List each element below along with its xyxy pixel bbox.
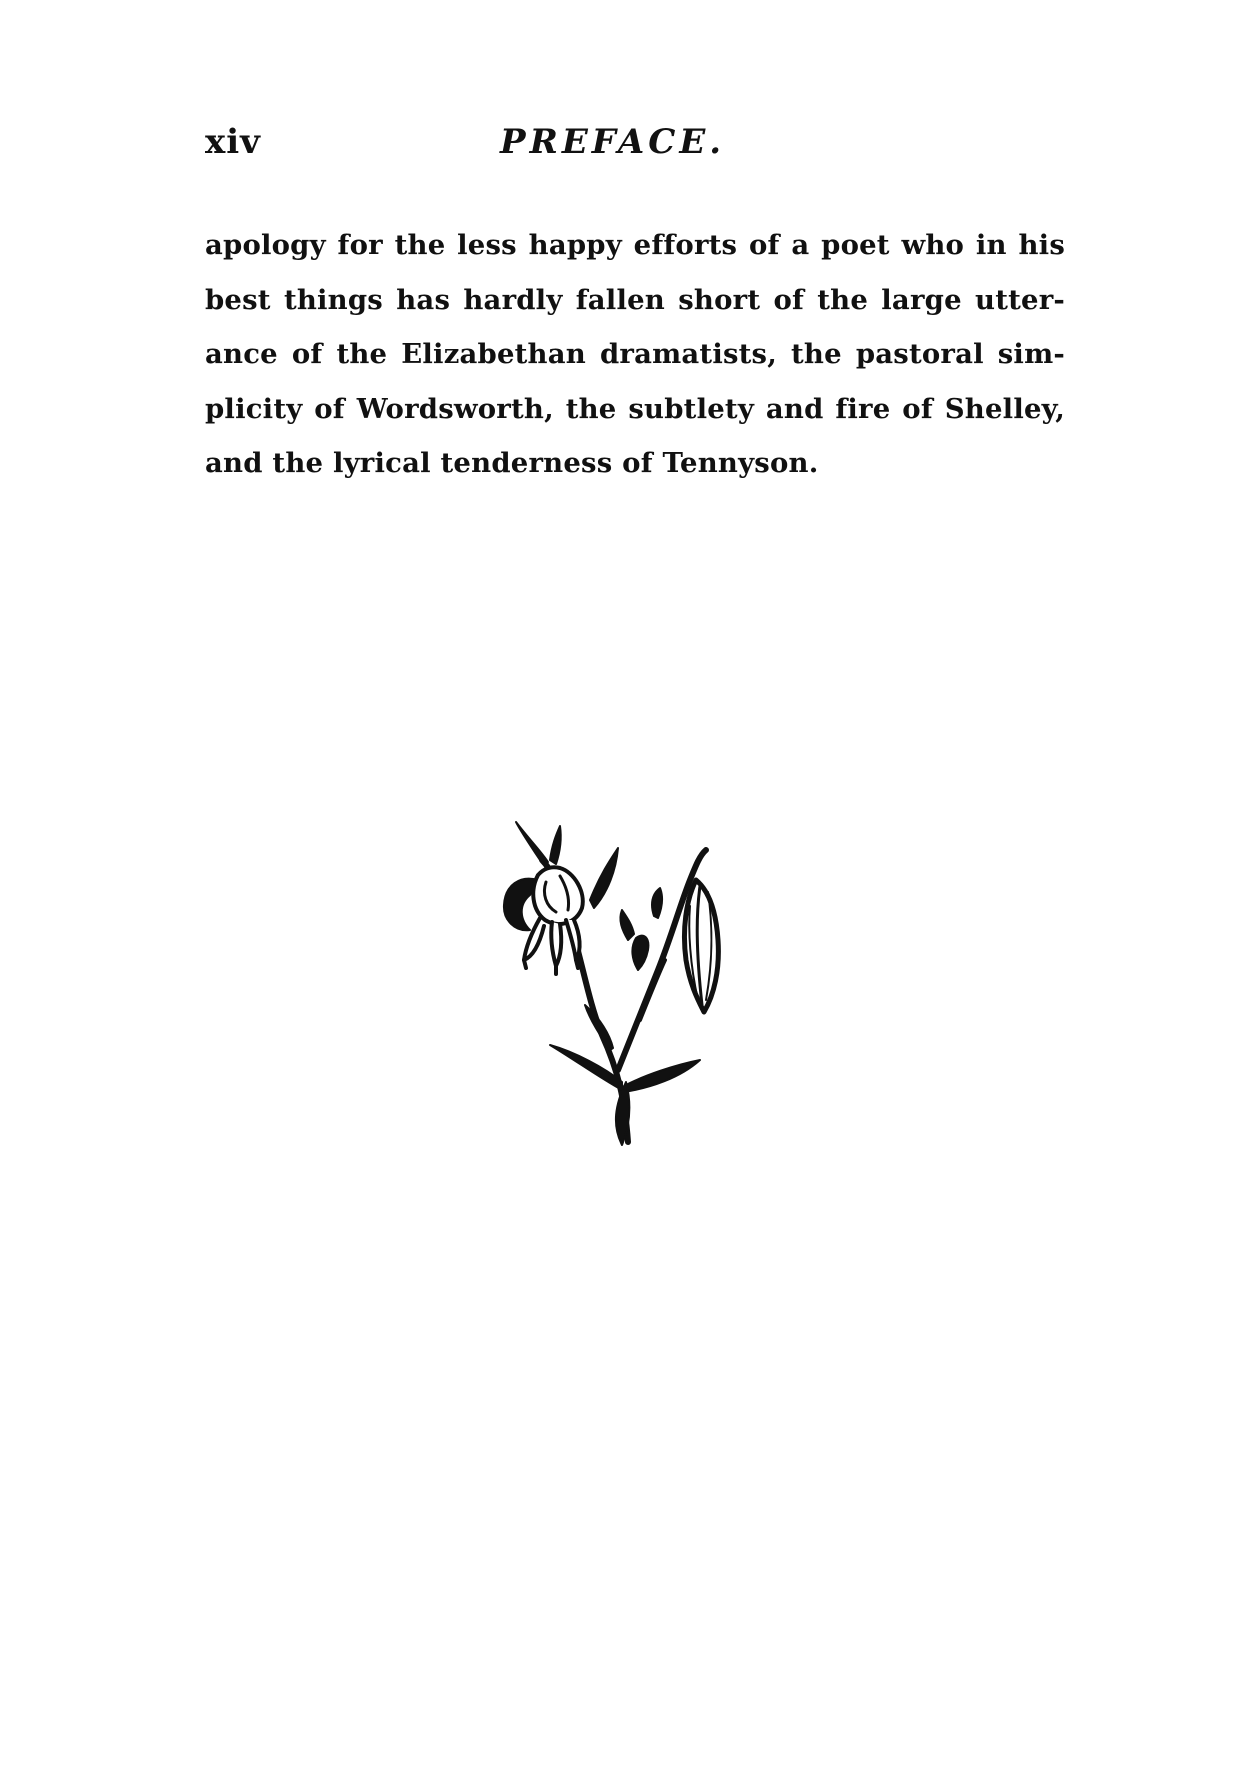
text-line: best things has hardly fallen short of the large utter- <box>205 283 1065 316</box>
text-line: plicity of Wordsworth, the subtlety and fire of Shelley, <box>205 392 1065 425</box>
page-number: xiv <box>205 122 261 162</box>
text-line: and the lyrical tenderness of Tennyson. <box>205 447 819 479</box>
preface-text <box>205 218 1065 491</box>
running-title: PREFACE. <box>500 122 726 162</box>
lily-flower-icon <box>490 820 770 1150</box>
text-line: apology for the less happy efforts of a poet who in his <box>205 229 1065 261</box>
text-line: ance of the Elizabethan dramatists, the pastoral sim- <box>205 338 1065 370</box>
running-head <box>0 118 1259 178</box>
